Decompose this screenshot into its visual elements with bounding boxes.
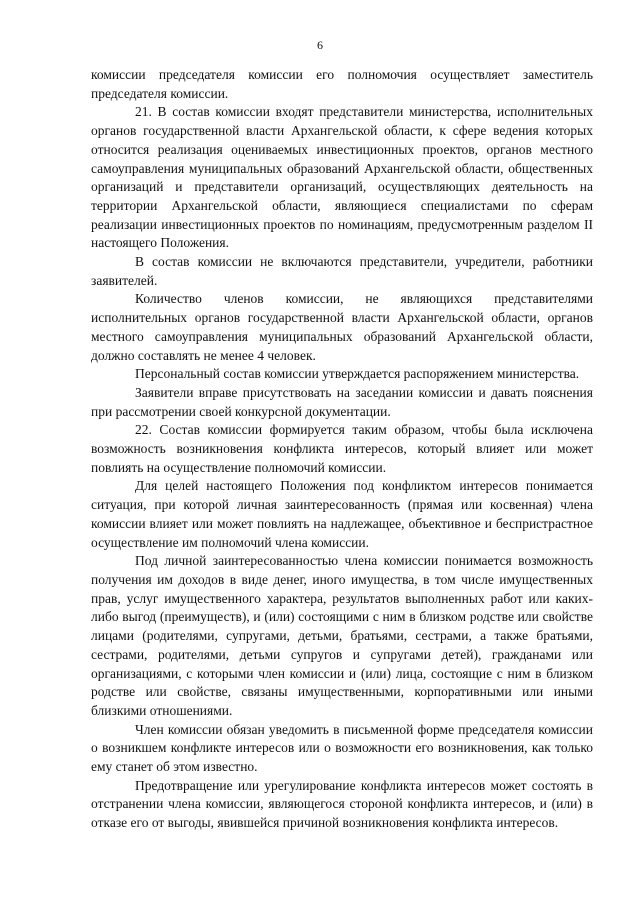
- paragraph-conflict-resolution: Предотвращение или урегулирование конфликта интересов может состоять в отстранении члена комиссии, являющегося стороной конфликта интересов, и (или) в отказе его от выгоды, явившейся причиной возникновения конфликта интересов.: [91, 777, 593, 831]
- paragraph-exclusions: В состав комиссии не включаются представители, учредители, работники заявителей.: [91, 254, 593, 288]
- paragraph-member-count: Количество членов комиссии, не являющихся представителями исполнительных органов государственной власти Архангельской области, органов местного самоуправления муниципальных образований Архангельской области, должно составлять не менее 4 человек.: [91, 291, 593, 363]
- paragraph-applicants-attendance: Заявители вправе присутствовать на заседании комиссии и давать пояснения при рассмотрении своей конкурсной документации.: [91, 384, 593, 419]
- paragraph-personal-interest: Под личной заинтересованностью члена комиссии понимается возможность получения им доходов в виде денег, иного имущества, в том числе имущественных прав, услуг имущественного характера, результатов выполненных работ или каких-либо выгод (преимуществ), и (или) состоящими с ним в близком родстве или свойстве лицами (родителями, супругами, детьми, братьями, сестрами, а также братьями, сестрами, родителями, детьми супругов и супругами детей), гражданами или организациями, с которыми член комиссии и (или) лица, состоящие с ним в близком родстве или свойстве, связаны имущественными, корпоративными или иными близкими отношениями.: [91, 553, 593, 718]
- paragraph-continuation: комиссии председателя комиссии его полномочия осуществляет заместитель председателя комиссии.: [91, 67, 593, 101]
- page-number: 6: [317, 38, 323, 52]
- paragraph-conflict-definition: Для целей настоящего Положения под конфликтом интересов понимается ситуация, при которой личная заинтересованность (прямая или косвенная) члена комиссии влияет или может повлиять на надлежащее, объективное и беспристрастное осуществление им полномочий члена комиссии.: [91, 478, 593, 550]
- paragraph-notification-duty: Член комиссии обязан уведомить в письменной форме председателя комиссии о возникшем конфликте интересов или о возможности его возникновения, как только ему станет об этом известно.: [91, 721, 593, 775]
- paragraph-composition-approval: Персональный состав комиссии утверждается распоряжением министерства.: [135, 366, 580, 382]
- paragraph-22: 22. Состав комиссии формируется таким образом, чтобы была исключена возможность возникновения конфликта интересов, который влияет или может повлиять на осуществление полномочий комиссии.: [91, 422, 593, 475]
- paragraph-21: 21. В состав комиссии входят представители министерства, исполнительных органов государственной власти Архангельской области, к сфере ведения которых относится реализация оцениваемых инвестиционных проектов, органов местного самоуправления муниципальных образований Архангельской области, общественных организаций и представители организаций, осуществляющих деятельность на территории Архангельской области, являющиеся специалистами по сферам реализации инвестиционных проектов по номинациям, предусмотренным разделом II настоящего Положения.: [91, 104, 593, 251]
- document-body: [91, 66, 593, 833]
